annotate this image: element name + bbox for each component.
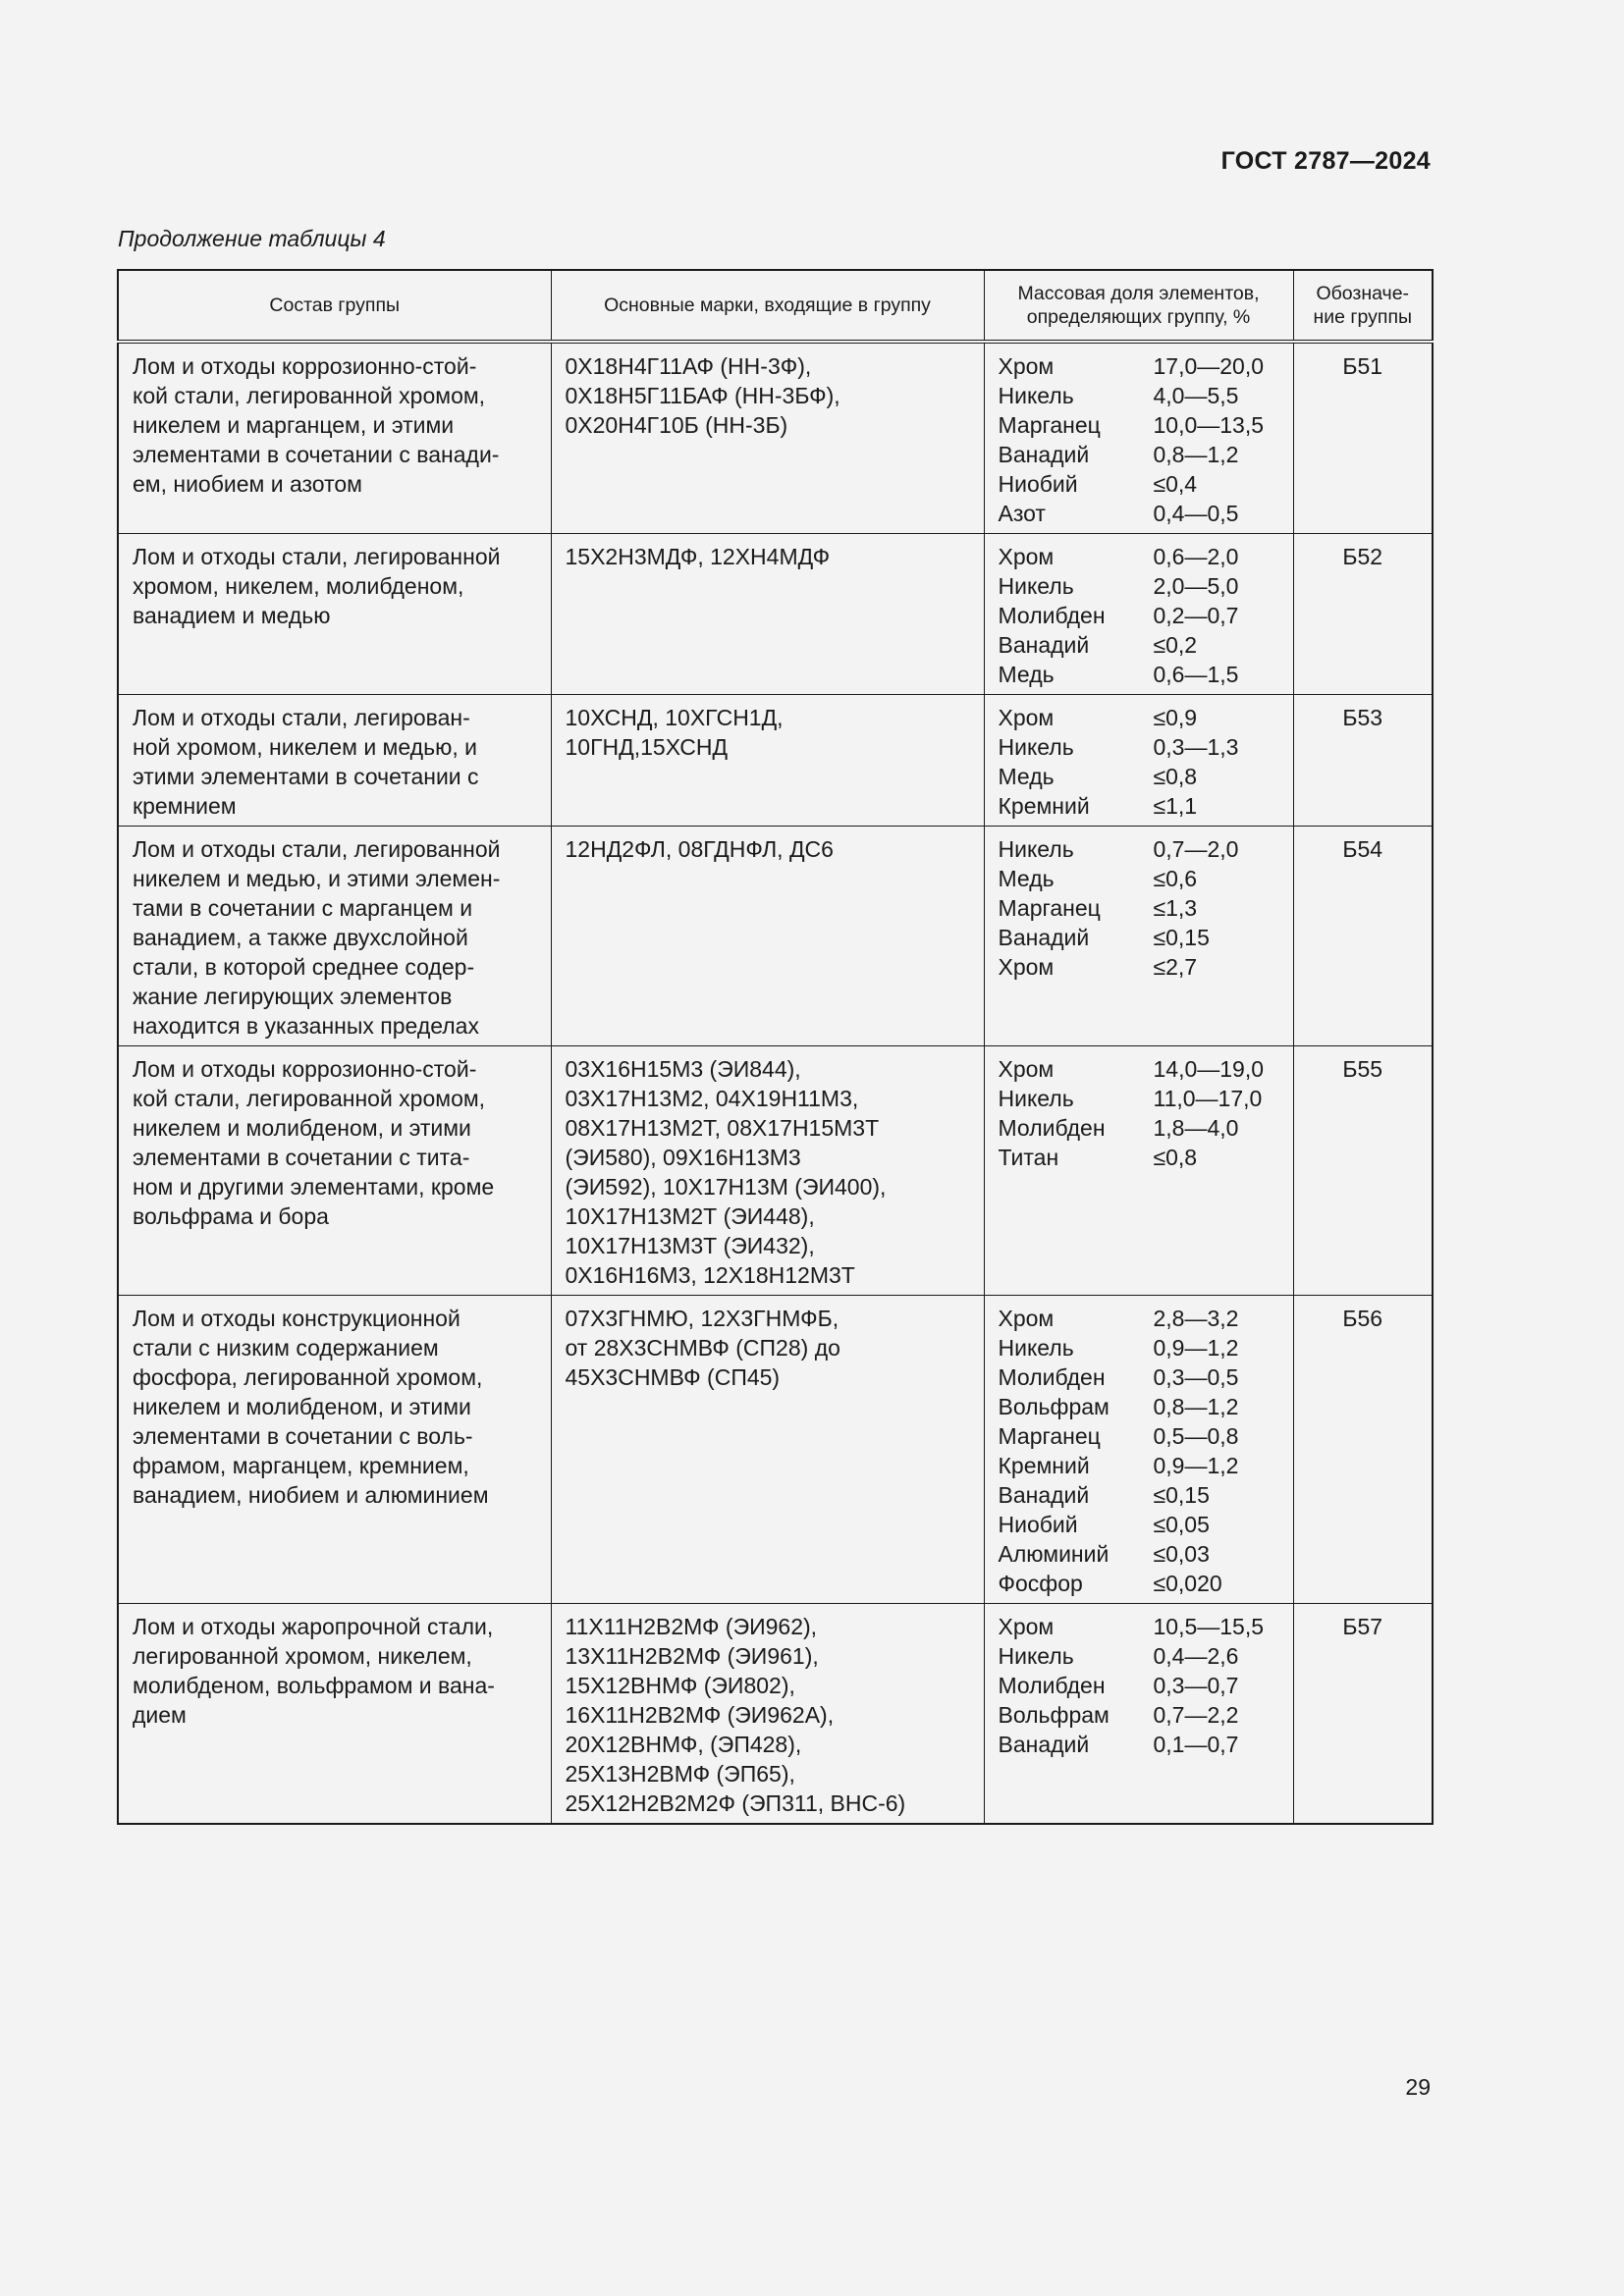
element-value: 0,4—0,5: [1153, 501, 1239, 526]
group-composition-cell: [118, 1296, 551, 1604]
grade-line: 12НД2ФЛ, 08ГДНФЛ, ДС6: [565, 836, 834, 862]
composition-line: Лом и отходы стали, легирован-: [133, 705, 470, 730]
composition-line: никелем и молибденом, и этими: [133, 1115, 471, 1141]
element-fraction: [999, 1510, 1279, 1539]
steel-grades-cell: [551, 695, 984, 827]
element-fraction: [999, 1084, 1279, 1113]
element-name: Молибден: [998, 603, 1106, 628]
table-row: [118, 1604, 1433, 1825]
composition-line: Лом и отходы стали, легированной: [133, 544, 501, 569]
element-value: 4,0—5,5: [1153, 383, 1239, 408]
element-fraction: [999, 410, 1279, 440]
group-code-cell: Б56: [1293, 1296, 1433, 1604]
group-code-cell: Б52: [1293, 534, 1433, 695]
element-fraction: [999, 1671, 1279, 1700]
standard-designation: ГОСТ 2787—2024: [1220, 147, 1431, 175]
composition-line: элементами в сочетании с ванади-: [133, 442, 500, 467]
grade-line: 10ГНД,15ХСНД: [565, 734, 729, 760]
element-name: Медь: [998, 764, 1055, 789]
composition-line: находится в указанных пределах: [133, 1013, 479, 1039]
element-value: ≤0,03: [1153, 1541, 1210, 1567]
element-value: 10,5—15,5: [1153, 1614, 1265, 1639]
element-fraction: [999, 1730, 1279, 1759]
element-value: ≤1,1: [1153, 793, 1198, 819]
composition-line: легированной хромом, никелем,: [133, 1643, 472, 1669]
element-fraction: [999, 1641, 1279, 1671]
composition-line: Лом и отходы коррозионно-стой-: [133, 1056, 477, 1082]
element-name: Хром: [998, 1056, 1055, 1082]
grade-line: 15Х2Н3МДФ, 12ХН4МДФ: [565, 544, 831, 569]
composition-line: Лом и отходы конструкционной: [133, 1306, 460, 1331]
element-value: 2,8—3,2: [1153, 1306, 1239, 1331]
composition-line: фрамом, марганцем, кремнием,: [133, 1453, 469, 1478]
table-row: [118, 827, 1433, 1046]
composition-line: Лом и отходы стали, легированной: [133, 836, 501, 862]
element-value: 17,0—20,0: [1153, 353, 1265, 379]
composition-line: стали с низким содержанием: [133, 1335, 439, 1361]
element-value: 0,9—1,2: [1153, 1335, 1239, 1361]
composition-line: дием: [133, 1702, 187, 1728]
element-fraction: [999, 1539, 1279, 1569]
element-name: Медь: [998, 662, 1055, 687]
element-name: Вольфрам: [998, 1394, 1110, 1419]
element-value: 0,3—0,5: [1153, 1364, 1239, 1390]
composition-line: жание легирующих элементов: [133, 984, 453, 1009]
element-value: 0,1—0,7: [1153, 1732, 1239, 1757]
element-fraction: [999, 1143, 1279, 1172]
element-value: ≤1,3: [1153, 895, 1198, 921]
composition-line: хромом, никелем, молибденом,: [133, 573, 464, 599]
element-fraction: [999, 791, 1279, 821]
group-composition-cell: [118, 534, 551, 695]
grade-line: 25Х13Н2ВМФ (ЭП65),: [565, 1761, 795, 1787]
composition-line: ванадием, а также двухслойной: [133, 925, 468, 950]
element-fractions-cell: [984, 1046, 1293, 1296]
element-fraction: [999, 601, 1279, 630]
element-fraction: [999, 893, 1279, 923]
element-fraction: [999, 1054, 1279, 1084]
table-row: [118, 1296, 1433, 1604]
column-header-composition: Состав группы: [118, 270, 551, 342]
grade-line: 0Х20Н4Г10Б (НН-3Б): [565, 412, 788, 438]
element-fraction: [999, 1392, 1279, 1421]
grade-line: 03Х16Н15М3 (ЭИ844),: [565, 1056, 801, 1082]
column-header-elements: Массовая доля элементов, определяющих группу, %: [984, 270, 1293, 342]
element-fraction: [999, 864, 1279, 893]
element-fraction: [999, 952, 1279, 982]
element-name: Ванадий: [998, 925, 1090, 950]
element-value: 0,7—2,2: [1153, 1702, 1239, 1728]
element-name: Хром: [998, 954, 1055, 980]
steel-grades-cell: [551, 534, 984, 695]
element-fraction: [999, 1304, 1279, 1333]
group-composition-cell: [118, 695, 551, 827]
element-name: Никель: [998, 734, 1074, 760]
table-caption: Продолжение таблицы 4: [118, 226, 386, 251]
element-fraction: [999, 440, 1279, 469]
element-value: ≤2,7: [1153, 954, 1198, 980]
composition-line: кой стали, легированной хромом,: [133, 383, 486, 408]
element-value: ≤0,15: [1153, 1482, 1210, 1508]
element-name: Молибден: [998, 1115, 1106, 1141]
element-name: Кремний: [998, 793, 1090, 819]
table-row: [118, 342, 1433, 534]
element-name: Никель: [998, 836, 1074, 862]
element-fraction: [999, 834, 1279, 864]
element-fraction: [999, 1700, 1279, 1730]
element-name: Ванадий: [998, 1732, 1090, 1757]
element-name: Медь: [998, 866, 1055, 891]
group-code-cell: Б51: [1293, 342, 1433, 534]
element-fraction: [999, 542, 1279, 571]
composition-line: никелем и молибденом, и этими: [133, 1394, 471, 1419]
steel-grades-cell: [551, 827, 984, 1046]
element-name: Титан: [998, 1145, 1059, 1170]
composition-line: никелем и марганцем, и этими: [133, 412, 455, 438]
grade-line: 03Х17Н13М2, 04Х19Н11М3,: [565, 1086, 859, 1111]
composition-line: кремнием: [133, 793, 237, 819]
group-code-cell: Б57: [1293, 1604, 1433, 1825]
element-fractions-cell: [984, 827, 1293, 1046]
grade-line: 15Х12ВНМФ (ЭИ802),: [565, 1673, 795, 1698]
element-value: 0,8—1,2: [1153, 1394, 1239, 1419]
element-value: 0,6—1,5: [1153, 662, 1239, 687]
grade-line: 25Х12Н2В2М2Ф (ЭП311, ВНС-6): [565, 1790, 906, 1816]
element-name: Марганец: [998, 1423, 1101, 1449]
element-value: 0,7—2,0: [1153, 836, 1239, 862]
page-number: 29: [1405, 2074, 1431, 2100]
element-fraction: [999, 923, 1279, 952]
element-fractions-cell: [984, 342, 1293, 534]
element-name: Марганец: [998, 895, 1101, 921]
composition-line: Лом и отходы жаропрочной стали,: [133, 1614, 494, 1639]
element-fractions-cell: [984, 1604, 1293, 1825]
grade-line: 11Х11Н2В2МФ (ЭИ962),: [565, 1614, 818, 1639]
element-value: ≤0,4: [1153, 471, 1198, 497]
element-fraction: [999, 1362, 1279, 1392]
grade-line: 0Х16Н16М3, 12Х18Н12М3Т: [565, 1262, 855, 1288]
element-value: ≤0,6: [1153, 866, 1198, 891]
element-name: Алюминий: [998, 1541, 1110, 1567]
element-fraction: [999, 1333, 1279, 1362]
composition-line: элементами в сочетании с воль-: [133, 1423, 473, 1449]
element-value: 0,3—1,3: [1153, 734, 1239, 760]
grade-line: 0Х18Н4Г11АФ (НН-3Ф),: [565, 353, 812, 379]
grade-line: 20Х12ВНМФ, (ЭП428),: [565, 1732, 802, 1757]
element-fraction: [999, 703, 1279, 732]
element-value: 14,0—19,0: [1153, 1056, 1265, 1082]
element-name: Никель: [998, 383, 1074, 408]
element-name: Ниобий: [998, 1512, 1078, 1537]
element-value: ≤0,2: [1153, 632, 1198, 658]
group-code-cell: Б55: [1293, 1046, 1433, 1296]
grade-line: 08Х17Н13М2Т, 08Х17Н15М3Т: [565, 1115, 880, 1141]
element-name: Фосфор: [998, 1571, 1083, 1596]
element-fraction: [999, 499, 1279, 528]
grade-line: (ЭИ580), 09Х16Н13М3: [565, 1145, 801, 1170]
element-fraction: [999, 660, 1279, 689]
element-fraction: [999, 1451, 1279, 1480]
element-value: 0,5—0,8: [1153, 1423, 1239, 1449]
element-name: Хром: [998, 544, 1055, 569]
element-name: Никель: [998, 573, 1074, 599]
composition-line: фосфора, легированной хромом,: [133, 1364, 483, 1390]
element-fraction: [999, 1612, 1279, 1641]
element-name: Никель: [998, 1086, 1074, 1111]
element-value: 0,4—2,6: [1153, 1643, 1239, 1669]
element-name: Хром: [998, 1614, 1055, 1639]
element-value: 0,8—1,2: [1153, 442, 1239, 467]
composition-line: элементами в сочетании с тита-: [133, 1145, 470, 1170]
composition-line: ванадием, ниобием и алюминием: [133, 1482, 489, 1508]
element-value: 1,8—4,0: [1153, 1115, 1239, 1141]
group-composition-cell: [118, 1046, 551, 1296]
group-composition-cell: [118, 1604, 551, 1825]
grade-line: 10Х17Н13М2Т (ЭИ448),: [565, 1203, 815, 1229]
element-fraction: [999, 351, 1279, 381]
element-fractions-cell: [984, 695, 1293, 827]
group-code-cell: Б53: [1293, 695, 1433, 827]
element-name: Кремний: [998, 1453, 1090, 1478]
element-name: Марганец: [998, 412, 1101, 438]
element-value: ≤0,8: [1153, 1145, 1198, 1170]
element-value: ≤0,05: [1153, 1512, 1210, 1537]
element-value: 0,9—1,2: [1153, 1453, 1239, 1478]
group-code-cell: Б54: [1293, 827, 1433, 1046]
element-value: 0,6—2,0: [1153, 544, 1239, 569]
element-fractions-cell: [984, 1296, 1293, 1604]
composition-line: никелем и медью, и этими элемен-: [133, 866, 501, 891]
element-name: Азот: [998, 501, 1046, 526]
element-fraction: [999, 1421, 1279, 1451]
column-header-group-code: Обозначе-ние группы: [1293, 270, 1433, 342]
element-name: Ванадий: [998, 442, 1090, 467]
grade-line: 16Х11Н2В2МФ (ЭИ962А),: [565, 1702, 835, 1728]
element-name: Молибден: [998, 1364, 1106, 1390]
composition-line: вольфрама и бора: [133, 1203, 329, 1229]
steel-grades-cell: [551, 1296, 984, 1604]
element-name: Вольфрам: [998, 1702, 1110, 1728]
element-fraction: [999, 571, 1279, 601]
composition-line: молибденом, вольфрамом и вана-: [133, 1673, 495, 1698]
element-value: 11,0—17,0: [1153, 1086, 1263, 1111]
element-fraction: [999, 1480, 1279, 1510]
composition-line: стали, в которой среднее содер-: [133, 954, 475, 980]
element-name: Хром: [998, 1306, 1055, 1331]
element-name: Молибден: [998, 1673, 1106, 1698]
steel-groups-table: [117, 269, 1434, 1825]
table-header-row: [118, 270, 1433, 342]
table-row: [118, 695, 1433, 827]
element-fraction: [999, 762, 1279, 791]
grade-line: 13Х11Н2В2МФ (ЭИ961),: [565, 1643, 819, 1669]
grade-line: (ЭИ592), 10Х17Н13М (ЭИ400),: [565, 1174, 887, 1200]
element-name: Ванадий: [998, 1482, 1090, 1508]
element-fraction: [999, 1113, 1279, 1143]
grade-line: 10ХСНД, 10ХГСН1Д,: [565, 705, 784, 730]
composition-line: ной хромом, никелем и медью, и: [133, 734, 477, 760]
steel-grades-cell: [551, 1046, 984, 1296]
element-name: Ванадий: [998, 632, 1090, 658]
steel-grades-cell: [551, 342, 984, 534]
element-value: 10,0—13,5: [1153, 412, 1265, 438]
element-fraction: [999, 469, 1279, 499]
table-row: [118, 534, 1433, 695]
group-composition-cell: [118, 342, 551, 534]
table-row: [118, 1046, 1433, 1296]
element-fractions-cell: [984, 534, 1293, 695]
grade-line: 45Х3СНМВФ (СП45): [565, 1364, 781, 1390]
element-value: 0,3—0,7: [1153, 1673, 1239, 1698]
composition-line: тами в сочетании с марганцем и: [133, 895, 473, 921]
element-value: 0,2—0,7: [1153, 603, 1239, 628]
column-header-grades: Основные марки, входящие в группу: [551, 270, 984, 342]
composition-line: ем, ниобием и азотом: [133, 471, 362, 497]
composition-line: этими элементами в сочетании с: [133, 764, 479, 789]
element-fraction: [999, 381, 1279, 410]
composition-line: Лом и отходы коррозионно-стой-: [133, 353, 477, 379]
composition-line: ном и другими элементами, кроме: [133, 1174, 495, 1200]
composition-line: ванадием и медью: [133, 603, 331, 628]
grade-line: 07Х3ГНМЮ, 12Х3ГНМФБ,: [565, 1306, 839, 1331]
element-value: 2,0—5,0: [1153, 573, 1239, 599]
element-name: Ниобий: [998, 471, 1078, 497]
element-name: Никель: [998, 1335, 1074, 1361]
composition-line: кой стали, легированной хромом,: [133, 1086, 486, 1111]
element-value: ≤0,9: [1153, 705, 1198, 730]
element-fraction: [999, 732, 1279, 762]
steel-grades-cell: [551, 1604, 984, 1825]
element-name: Хром: [998, 705, 1055, 730]
element-fraction: [999, 1569, 1279, 1598]
grade-line: от 28Х3СНМВФ (СП28) до: [565, 1335, 840, 1361]
element-value: ≤0,8: [1153, 764, 1198, 789]
element-fraction: [999, 630, 1279, 660]
element-name: Никель: [998, 1643, 1074, 1669]
grade-line: 10Х17Н13М3Т (ЭИ432),: [565, 1233, 815, 1258]
element-name: Хром: [998, 353, 1055, 379]
element-value: ≤0,15: [1153, 925, 1210, 950]
element-value: ≤0,020: [1153, 1571, 1222, 1596]
group-composition-cell: [118, 827, 551, 1046]
grade-line: 0Х18Н5Г11БАФ (НН-3БФ),: [565, 383, 840, 408]
